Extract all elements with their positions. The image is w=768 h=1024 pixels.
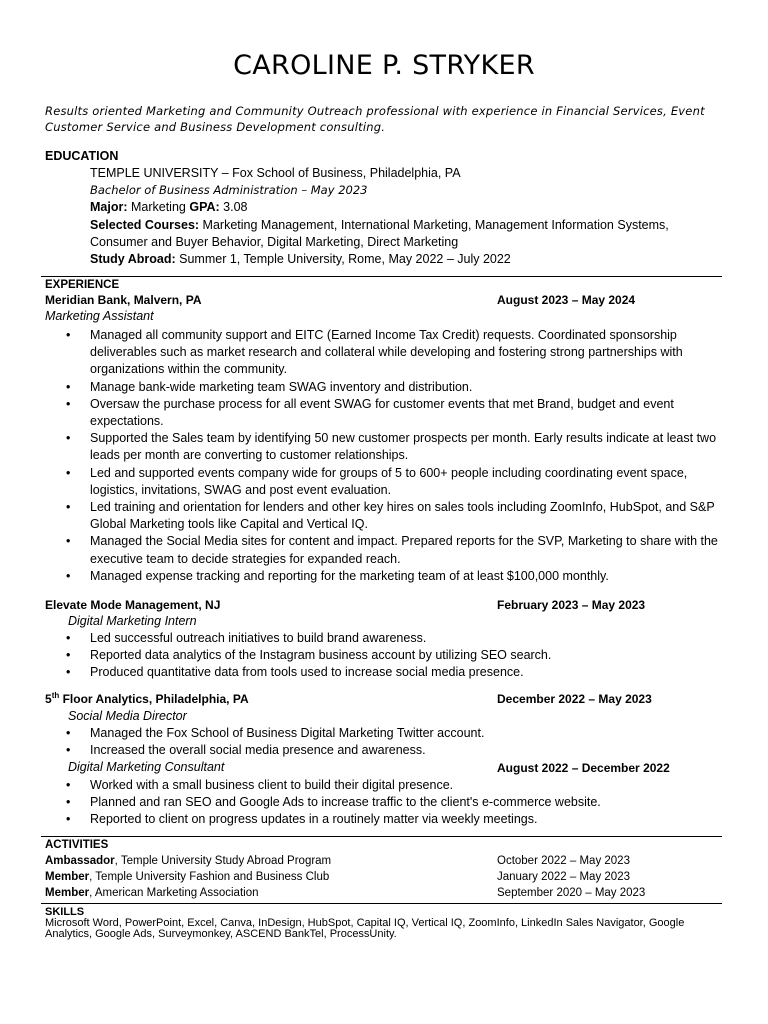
company-name: Elevate Mode Management, NJ: [45, 598, 221, 612]
education-heading: EDUCATION: [45, 149, 119, 163]
degree: Bachelor of Business Administration – May 2023: [90, 183, 368, 198]
job-title: Marketing Assistant: [45, 309, 154, 323]
company-name: Meridian Bank, Malvern, PA: [45, 293, 202, 307]
activity-org: , Temple University Fashion and Business Club: [89, 871, 330, 883]
candidate-name: CAROLINE P. STRYKER: [233, 50, 535, 81]
study-abroad-line: [90, 251, 710, 268]
job-bullets-2: [45, 777, 725, 829]
bullet-item: • Managed the Fox School of Business Digital Marketing Twitter account.: [45, 725, 725, 742]
gpa-label: GPA:: [189, 200, 220, 215]
activity-row: [45, 855, 725, 867]
bullet-item: • Managed all community support and EITC (Earned Income Tax Credit) requests. Coordinated sponsorship deliverables such as market research and collateral while developing and fostering strong partnerships with organizations within the community.: [45, 327, 725, 379]
job-dates: February 2023 – May 2023: [497, 598, 646, 612]
job-title: Social Media Director: [68, 709, 187, 723]
bullet-item: • Managed expense tracking and reporting for the marketing team of at least $100,000 monthly.: [45, 568, 725, 585]
job-header: [45, 692, 725, 706]
bullet-item: • Oversaw the purchase process for all event SWAG for customer events that met Brand, budget and event expectations.: [45, 396, 725, 430]
job-title-2: Digital Marketing Consultant: [68, 760, 225, 774]
bullet-item: • Reported data analytics of the Instagram business account by utilizing SEO search.: [45, 647, 725, 664]
major-label: Major:: [90, 200, 128, 215]
bullet-item: • Managed the Social Media sites for content and impact. Prepared reports for the SVP, Marketing to share with the executive team to decide strategies for expanded reach.: [45, 533, 725, 567]
job-bullets: [45, 725, 725, 759]
job-bullets: [45, 327, 725, 585]
job-dates: August 2023 – May 2024: [497, 293, 636, 307]
courses-line: [90, 217, 710, 251]
courses-value: Marketing Management, International Marketing, Management Information Systems, Consumer and Buyer Behavior, Digital Marketing, Direct Marketing: [90, 217, 669, 249]
bullet-item: • Produced quantitative data from tools used to increase social media presence.: [45, 664, 725, 681]
bullet-item: • Worked with a small business client to build their digital presence.: [45, 777, 725, 794]
courses-label: Selected Courses:: [90, 217, 200, 232]
skills-heading: SKILLS: [45, 906, 85, 918]
gpa-value: 3.08: [219, 200, 248, 215]
activity-org: , Temple University Study Abroad Program: [114, 855, 332, 867]
section-divider: [41, 836, 722, 837]
section-divider: [41, 903, 722, 904]
job-header: [45, 598, 725, 612]
bullet-item: • Led successful outreach initiatives to build brand awareness.: [45, 630, 725, 647]
bullet-item: • Manage bank-wide marketing team SWAG inventory and distribution.: [45, 379, 725, 396]
activity-dates: January 2022 – May 2023: [497, 871, 630, 883]
job-dates: December 2022 – May 2023: [497, 692, 652, 706]
study-abroad-label: Study Abroad:: [90, 252, 176, 267]
job-header: [45, 293, 725, 307]
activity-row: [45, 871, 725, 883]
bullet-item: • Led training and orientation for lenders and other key hires on sales tools including ZoomInfo, HubSpot, and S&P Global Marketing tools like Capital and Vertical IQ.: [45, 499, 725, 533]
ordinal-suffix: th: [51, 691, 60, 700]
activity-dates: September 2020 – May 2023: [497, 887, 646, 899]
bullet-item: • Supported the Sales team by identifying 50 new customer prospects per month. Early results indicate at least two leads per month are converting to customer relationships.: [45, 430, 725, 464]
job-bullets: [45, 630, 725, 682]
experience-heading: EXPERIENCE: [45, 279, 120, 291]
study-abroad-value: Summer 1, Temple University, Rome, May 2022 – July 2022: [175, 252, 511, 267]
bullet-item: • Planned and ran SEO and Google Ads to increase traffic to the client's e-commerce website.: [45, 794, 725, 811]
activity-row: [45, 887, 725, 899]
activities-heading: ACTIVITIES: [45, 839, 109, 851]
company-name-rest: Floor Analytics, Philadelphia, PA: [59, 692, 249, 706]
school-name: TEMPLE UNIVERSITY – Fox School of Business, Philadelphia, PA: [90, 166, 461, 180]
bullet-item: • Reported to client on progress updates in a routinely matter via weekly meetings.: [45, 811, 725, 828]
major-line: [90, 199, 710, 216]
activity-role: Ambassador: [45, 855, 115, 867]
job-title: Digital Marketing Intern: [68, 614, 197, 628]
job-dates-2: August 2022 – December 2022: [497, 761, 670, 775]
activity-org: , American Marketing Association: [89, 887, 259, 899]
skills-list: Microsoft Word, PowerPoint, Excel, Canva, InDesign, HubSpot, Capital IQ, Vertical IQ, ZoomInfo, LinkedIn Sales Navigator, Google Analytics, Google Ads, Surveymonkey, ASCEND BankTel, ProcessUnity.: [45, 917, 685, 940]
professional-summary: Results oriented Marketing and Community Outreach professional with experience in Financial Services, Event Customer Service and Business Development consulting.: [45, 104, 705, 134]
company-name: [45, 692, 249, 706]
company-number: 5: [45, 692, 52, 706]
activity-role: Member: [45, 887, 90, 899]
major-value: Marketing: [127, 200, 190, 215]
activity-dates: October 2022 – May 2023: [497, 855, 630, 867]
section-divider: [41, 276, 722, 277]
education-block: [90, 165, 710, 268]
activity-role: Member: [45, 871, 90, 883]
bullet-item: • Increased the overall social media presence and awareness.: [45, 742, 725, 759]
bullet-item: • Led and supported events company wide for groups of 5 to 600+ people including coordinating event space, logistics, invitations, SWAG and post event evaluation.: [45, 465, 725, 499]
